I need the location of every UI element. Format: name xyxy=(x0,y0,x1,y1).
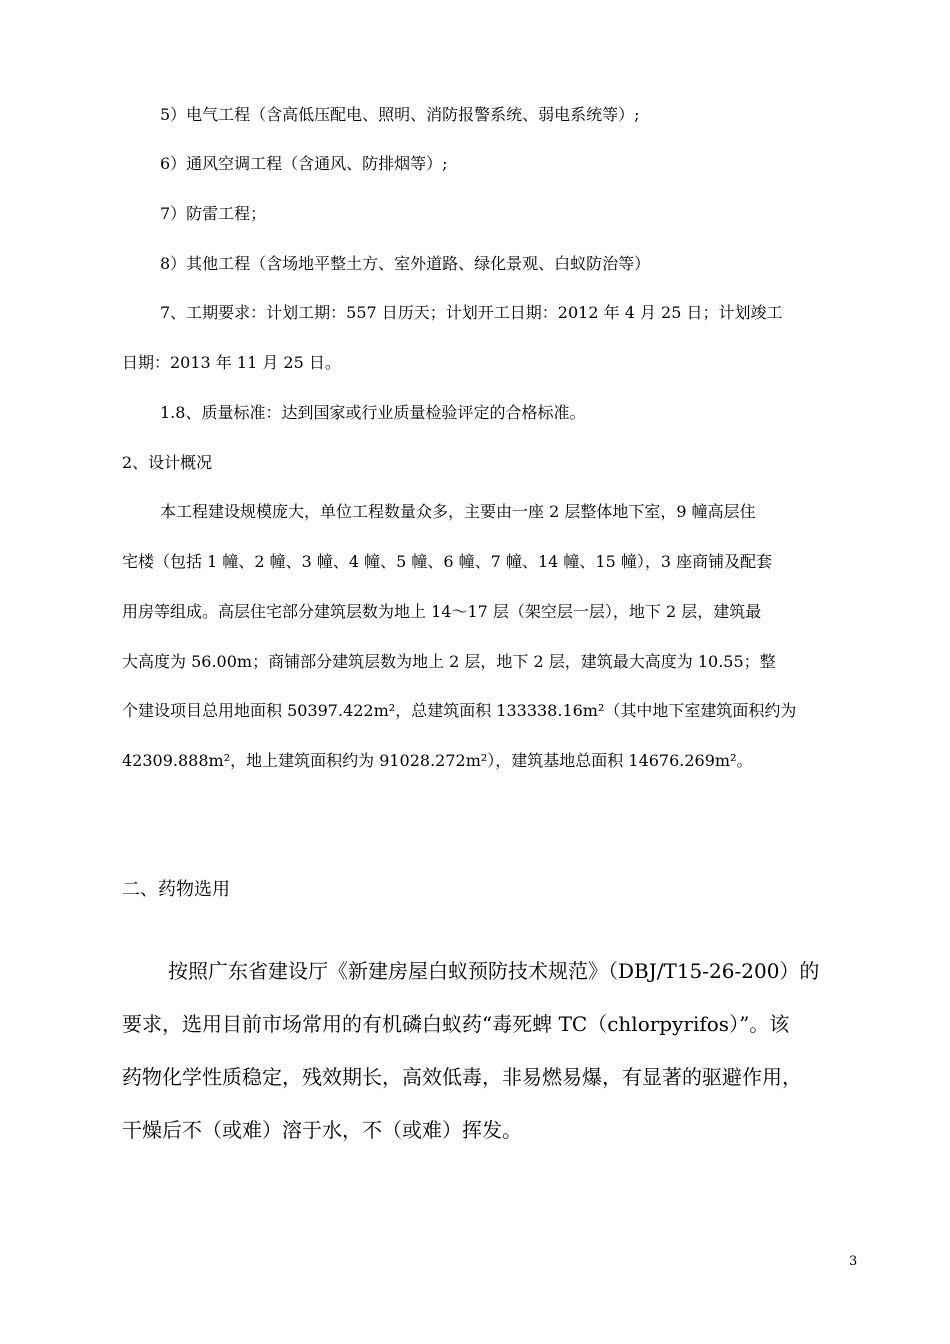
section-heading-drug-selection: 二、药物选用 xyxy=(122,879,230,900)
schedule-line-2: 日期：2013 年 11 月 25 日。 xyxy=(122,353,341,372)
quality-standard: 1.8、质量标准：达到国家或行业质量检验评定的合格标准。 xyxy=(160,403,586,422)
design-line-2: 宅楼（包括 1 幢、2 幢、3 幢、4 幢、5 幢、6 幢、7 幢、14 幢、15 幢），3 座商铺及配套 xyxy=(122,552,773,571)
design-heading: 2、设计概况 xyxy=(122,453,213,472)
design-line-4: 大高度为 56.00m；商铺部分建筑层数为地上 2 层，地下 2 层，建筑最大高度为 10.55；整 xyxy=(122,652,776,671)
item-lightning: 7）防雷工程； xyxy=(160,204,267,223)
page-number: 3 xyxy=(849,1254,858,1269)
design-line-5: 个建设项目总用地面积 50397.422m²，总建筑面积 133338.16m²（其中地下室建筑面积约为 xyxy=(122,701,797,720)
design-line-3: 用房等组成。高层住宅部分建筑层数为地上 14～17 层（架空层一层），地下 2 层，建筑最 xyxy=(122,602,762,621)
drug-line-1: 按照广东省建设厅《新建房屋白蚁预防技术规范》（DBJ/T15-26-200）的 xyxy=(168,959,820,983)
design-line-1: 本工程建设规模庞大，单位工程数量众多，主要由一座 2 层整体地下室，9 幢高层住 xyxy=(160,502,756,521)
item-electrical: 5）电气工程（含高低压配电、照明、消防报警系统、弱电系统等）; xyxy=(160,105,640,124)
item-other: 8）其他工程（含场地平整土方、室外道路、绿化景观、白蚁防治等） xyxy=(160,254,651,273)
schedule-line-1: 7、工期要求：计划工期：557 日历天；计划开工日期：2012 年 4 月 25 日；计划竣工 xyxy=(160,303,783,322)
drug-line-4: 干燥后不（或难）溶于水，不（或难）挥发。 xyxy=(122,1118,522,1142)
drug-line-2: 要求，选用目前市场常用的有机磷白蚁药“毒死蜱 TC（chlorpyrifos）”。该 xyxy=(122,1012,790,1036)
drug-line-3: 药物化学性质稳定，残效期长，高效低毒，非易燃易爆，有显著的驱避作用， xyxy=(122,1065,802,1089)
design-line-6: 42309.888m²，地上建筑面积约为 91028.272m²），建筑基地总面积 14676.269m²。 xyxy=(122,751,753,770)
item-hvac: 6）通风空调工程（含通风、防排烟等）; xyxy=(160,154,448,173)
